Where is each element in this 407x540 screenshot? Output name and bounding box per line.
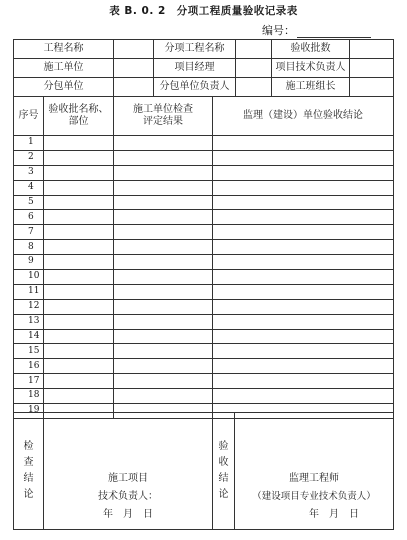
supervision-cell[interactable] [213, 240, 394, 255]
check-char: 论 [23, 489, 34, 500]
batch-cell[interactable] [44, 165, 114, 180]
label-batch-count: 验收批数 [272, 40, 350, 59]
row-number: 18 [14, 389, 44, 404]
row-number: 19 [14, 404, 44, 419]
field-project-name[interactable] [114, 40, 154, 59]
supervision-cell[interactable] [213, 255, 394, 270]
accept-char: 结 [218, 473, 229, 484]
field-project-manager[interactable] [236, 59, 272, 78]
row-number: 7 [14, 225, 44, 240]
supervision-cell[interactable] [213, 314, 394, 329]
eval-cell[interactable] [114, 284, 213, 299]
field-subcontractor[interactable] [114, 78, 154, 97]
supervision-cell[interactable] [213, 150, 394, 165]
supervision-cell[interactable] [213, 195, 394, 210]
records-table [13, 96, 394, 419]
row-number: 11 [14, 284, 44, 299]
row-number: 1 [14, 136, 44, 151]
batch-cell[interactable] [44, 210, 114, 225]
header-eval-line-2: 评定结果 [143, 116, 183, 127]
eval-cell[interactable] [114, 150, 213, 165]
eval-cell[interactable] [114, 299, 213, 314]
eval-cell[interactable] [114, 270, 213, 285]
table-row [14, 150, 394, 165]
batch-cell[interactable] [44, 329, 114, 344]
check-char: 检 [23, 441, 34, 452]
label-tech-lead: 项目技术负责人 [272, 59, 350, 78]
eval-cell[interactable] [114, 255, 213, 270]
header-batch-line-1: 验收批名称、 [48, 103, 109, 115]
contractor-sign-line-1: 施工项目 [108, 473, 148, 484]
row-number: 4 [14, 180, 44, 195]
eval-cell[interactable] [114, 374, 213, 389]
accept-char: 论 [218, 489, 229, 500]
serial-label: 编号： [262, 24, 295, 37]
supervision-cell[interactable] [213, 374, 394, 389]
supervisor-sign-line-1: 监理工程师 [289, 473, 339, 484]
row-number: 13 [14, 314, 44, 329]
eval-cell[interactable] [114, 165, 213, 180]
field-team-leader[interactable] [350, 78, 394, 97]
label-subproject-name: 分项工程名称 [154, 40, 236, 59]
supervision-cell[interactable] [213, 210, 394, 225]
eval-cell[interactable] [114, 329, 213, 344]
header-no: 序号 [14, 97, 44, 136]
eval-cell[interactable] [114, 344, 213, 359]
batch-cell[interactable] [44, 359, 114, 374]
info-row [14, 78, 394, 97]
table-row [14, 284, 394, 299]
eval-cell[interactable] [114, 136, 213, 151]
table-row [14, 136, 394, 151]
table-row [14, 180, 394, 195]
field-batch-count[interactable] [350, 40, 394, 59]
conclusion-table [13, 412, 394, 530]
table-row [14, 255, 394, 270]
label-team-leader: 施工班组长 [272, 78, 350, 97]
batch-cell[interactable] [44, 255, 114, 270]
table-row [14, 344, 394, 359]
eval-cell[interactable] [114, 195, 213, 210]
accept-char: 验 [218, 441, 229, 452]
supervision-cell[interactable] [213, 165, 394, 180]
supervisor-sign-line-2: （建设项目专业技术负责人） [252, 491, 376, 502]
row-number: 17 [14, 374, 44, 389]
info-row [14, 59, 394, 78]
header-supervision: 监理（建设）单位验收结论 [213, 97, 394, 136]
supervision-cell[interactable] [213, 270, 394, 285]
eval-cell[interactable] [114, 210, 213, 225]
batch-cell[interactable] [44, 299, 114, 314]
eval-cell[interactable] [114, 314, 213, 329]
table-row [14, 359, 394, 374]
row-number: 6 [14, 210, 44, 225]
row-number: 5 [14, 195, 44, 210]
check-conclusion-field[interactable] [44, 413, 213, 530]
header-batch-line-2: 部位 [68, 116, 89, 127]
check-conclusion-label [14, 413, 44, 530]
field-subproject-name[interactable] [236, 40, 272, 59]
supervision-cell[interactable] [213, 180, 394, 195]
supervision-cell[interactable] [213, 136, 394, 151]
batch-cell[interactable] [44, 180, 114, 195]
table-row [14, 329, 394, 344]
batch-cell[interactable] [44, 136, 114, 151]
table-row [14, 389, 394, 404]
accept-char: 收 [218, 457, 229, 468]
accept-conclusion-field[interactable] [235, 413, 394, 530]
header-eval-line-1: 施工单位检查 [133, 103, 193, 115]
accept-conclusion-label [213, 413, 235, 530]
serial-number [262, 22, 371, 38]
supervision-cell[interactable] [213, 344, 394, 359]
supervision-cell[interactable] [213, 359, 394, 374]
label-subcontractor-lead: 分包单位负责人 [154, 78, 236, 97]
serial-field[interactable] [297, 27, 371, 38]
header-batch [44, 97, 114, 136]
eval-cell[interactable] [114, 359, 213, 374]
batch-cell[interactable] [44, 314, 114, 329]
row-number: 9 [14, 255, 44, 270]
table-row [14, 314, 394, 329]
batch-cell[interactable] [44, 240, 114, 255]
table-row [14, 299, 394, 314]
table-row [14, 210, 394, 225]
eval-cell[interactable] [114, 225, 213, 240]
row-number: 16 [14, 359, 44, 374]
batch-cell[interactable] [44, 389, 114, 404]
table-row [14, 165, 394, 180]
batch-cell[interactable] [44, 225, 114, 240]
supervision-cell[interactable] [213, 389, 394, 404]
label-project-name: 工程名称 [14, 40, 114, 59]
project-info-table [13, 39, 394, 97]
label-project-manager: 项目经理 [154, 59, 236, 78]
table-row [14, 270, 394, 285]
records-body [14, 136, 394, 419]
batch-cell[interactable] [44, 284, 114, 299]
batch-cell[interactable] [44, 344, 114, 359]
contractor-sign-date: 年 月 日 [103, 509, 153, 520]
row-number: 10 [14, 270, 44, 285]
row-number: 12 [14, 299, 44, 314]
check-char: 结 [23, 473, 34, 484]
table-row [14, 195, 394, 210]
batch-cell[interactable] [44, 374, 114, 389]
check-char: 查 [23, 457, 34, 468]
header-eval [114, 97, 213, 136]
batch-cell[interactable] [44, 150, 114, 165]
supervision-cell[interactable] [213, 284, 394, 299]
supervision-cell[interactable] [213, 225, 394, 240]
records-header-row [14, 97, 394, 136]
supervision-cell[interactable] [213, 329, 394, 344]
info-row [14, 40, 394, 59]
supervision-cell[interactable] [213, 299, 394, 314]
contractor-sign-line-2: 技术负责人： [98, 491, 158, 502]
row-number: 15 [14, 344, 44, 359]
table-row [14, 225, 394, 240]
label-contractor: 施工单位 [14, 59, 114, 78]
field-contractor[interactable] [114, 59, 154, 78]
table-row [14, 374, 394, 389]
row-number: 2 [14, 150, 44, 165]
batch-cell[interactable] [44, 270, 114, 285]
eval-cell[interactable] [114, 389, 213, 404]
form-title: 表 B. 0. 2 分项工程质量验收记录表 [109, 5, 298, 17]
row-number: 8 [14, 240, 44, 255]
table-row [14, 240, 394, 255]
batch-cell[interactable] [44, 195, 114, 210]
field-subcontractor-lead[interactable] [236, 78, 272, 97]
row-number: 14 [14, 329, 44, 344]
label-subcontractor: 分包单位 [14, 78, 114, 97]
field-tech-lead[interactable] [350, 59, 394, 78]
eval-cell[interactable] [114, 180, 213, 195]
eval-cell[interactable] [114, 240, 213, 255]
row-number: 3 [14, 165, 44, 180]
supervisor-sign-date: 年 月 日 [309, 509, 359, 520]
